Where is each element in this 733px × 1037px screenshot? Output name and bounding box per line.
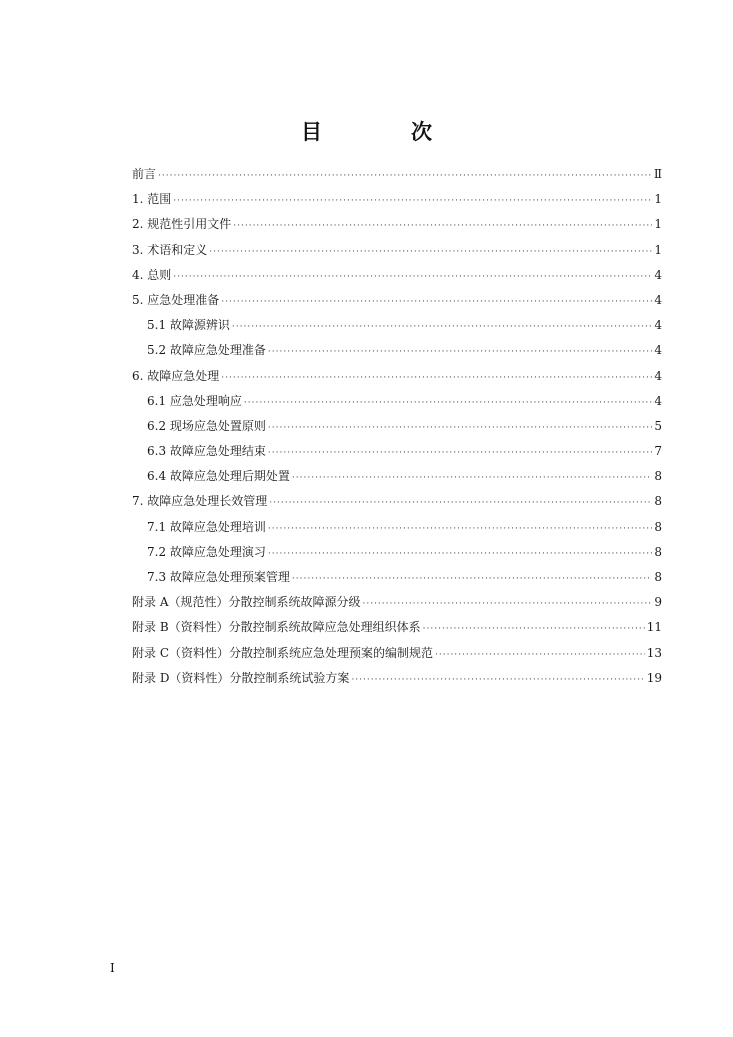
- toc-leader-dots: [435, 643, 645, 668]
- toc-entry-page: 8: [654, 494, 662, 509]
- toc-entry-page: 5: [654, 418, 662, 433]
- toc-leader-dots: [158, 164, 652, 189]
- toc-leader-dots: [268, 340, 652, 365]
- toc-leader-dots: [221, 366, 652, 391]
- toc-entry[interactable]: [132, 187, 662, 212]
- toc-entry[interactable]: [132, 288, 662, 313]
- toc-entry-page: 8: [654, 519, 662, 534]
- toc-entry-page: 1: [654, 217, 662, 232]
- toc-leader-dots: [232, 315, 652, 340]
- toc-entry-label: 7.1 故障应急处理培训: [147, 519, 266, 534]
- toc-entry-label: 6.4 故障应急处理后期处置: [147, 469, 290, 484]
- toc-leader-dots: [351, 668, 644, 693]
- toc-entry-label: 5.1 故障源辨识: [147, 318, 230, 333]
- toc-leader-dots: [269, 491, 652, 516]
- toc-entry[interactable]: [132, 389, 662, 414]
- toc-leader-dots: [221, 290, 652, 315]
- toc-entry-label: 7.2 故障应急处理演习: [147, 544, 266, 559]
- toc-entry-label: 3. 术语和定义: [132, 242, 208, 257]
- toc-entry-page: 13: [646, 645, 662, 660]
- toc-leader-dots: [292, 567, 652, 592]
- toc-entry-page: 1: [654, 192, 662, 207]
- toc-entry-page: 4: [654, 318, 662, 333]
- toc-entry-label: 附录 A（规范性）分散控制系统故障源分级: [132, 595, 361, 610]
- toc-leader-dots: [268, 542, 652, 567]
- toc-entry[interactable]: [132, 338, 662, 363]
- toc-entry[interactable]: [132, 364, 662, 389]
- toc-entry-page: 11: [646, 620, 662, 635]
- toc-entry-label: 6.3 故障应急处理结束: [147, 444, 266, 459]
- toc-entry-label: 前言: [132, 167, 157, 181]
- toc-entry-label: 5. 应急处理准备: [132, 292, 220, 307]
- toc-entry-label: 6.2 现场应急处置原则: [147, 418, 266, 433]
- toc-entry[interactable]: [132, 238, 662, 263]
- toc-leader-dots: [233, 214, 652, 239]
- toc-entry-label: 7.3 故障应急处理预案管理: [147, 570, 290, 584]
- toc-entry[interactable]: [132, 414, 662, 439]
- toc-entry-page: Ⅱ: [653, 167, 662, 181]
- page-title: 目 次: [301, 120, 466, 144]
- toc-leader-dots: [173, 265, 652, 290]
- toc-entry[interactable]: [132, 263, 662, 288]
- toc-leader-dots: [268, 441, 652, 466]
- toc-entry-page: 4: [654, 368, 662, 383]
- toc-leader-dots: [244, 391, 652, 416]
- toc-entry-page: 4: [654, 292, 662, 307]
- toc-leader-dots: [423, 617, 645, 642]
- toc-entry-page: 8: [654, 469, 662, 484]
- toc-entry[interactable]: [132, 464, 662, 489]
- toc-entry-label: 附录 D（资料性）分散控制系统试验方案: [132, 670, 350, 685]
- toc-entry-label: 2. 规范性引用文件: [132, 217, 232, 232]
- toc-leader-dots: [362, 592, 652, 617]
- toc-entry-page: 9: [654, 595, 662, 610]
- table-of-contents: [132, 162, 662, 691]
- toc-entry-page: 19: [646, 670, 662, 685]
- toc-leader-dots: [268, 517, 652, 542]
- toc-entry-page: 4: [654, 267, 662, 282]
- toc-entry-page: 8: [654, 544, 662, 559]
- toc-entry-page: 7: [654, 444, 662, 459]
- toc-entry[interactable]: [132, 313, 662, 338]
- toc-entry-label: 4. 总则: [132, 267, 172, 282]
- toc-leader-dots: [209, 240, 652, 265]
- toc-leader-dots: [173, 189, 652, 214]
- toc-entry[interactable]: [132, 666, 662, 691]
- toc-entry-label: 附录 C（资料性）分散控制系统应急处理预案的编制规范: [132, 645, 433, 660]
- toc-leader-dots: [268, 416, 652, 441]
- toc-entry[interactable]: [132, 641, 662, 666]
- toc-entry-label: 5.2 故障应急处理准备: [147, 343, 266, 358]
- toc-entry-page: 8: [654, 570, 662, 584]
- toc-entry[interactable]: [132, 212, 662, 237]
- toc-entry[interactable]: [132, 540, 662, 565]
- toc-entry[interactable]: [132, 615, 662, 640]
- toc-entry[interactable]: [132, 162, 662, 187]
- toc-entry-page: 1: [654, 242, 662, 257]
- toc-leader-dots: [292, 466, 652, 491]
- toc-entry-page: 4: [654, 393, 662, 408]
- toc-entry[interactable]: [132, 565, 662, 590]
- footer-page-number: I: [110, 961, 115, 975]
- toc-entry[interactable]: [132, 515, 662, 540]
- toc-entry-label: 7. 故障应急处理长效管理: [132, 494, 268, 509]
- toc-entry-label: 附录 B（资料性）分散控制系统故障应急处理组织体系: [132, 620, 421, 635]
- toc-entry-label: 6.1 应急处理响应: [147, 393, 242, 408]
- toc-entry-label: 6. 故障应急处理: [132, 368, 220, 383]
- toc-entry[interactable]: [132, 590, 662, 615]
- toc-entry-label: 1. 范围: [132, 192, 172, 207]
- toc-entry-page: 4: [654, 343, 662, 358]
- toc-entry[interactable]: [132, 439, 662, 464]
- toc-entry[interactable]: [132, 489, 662, 514]
